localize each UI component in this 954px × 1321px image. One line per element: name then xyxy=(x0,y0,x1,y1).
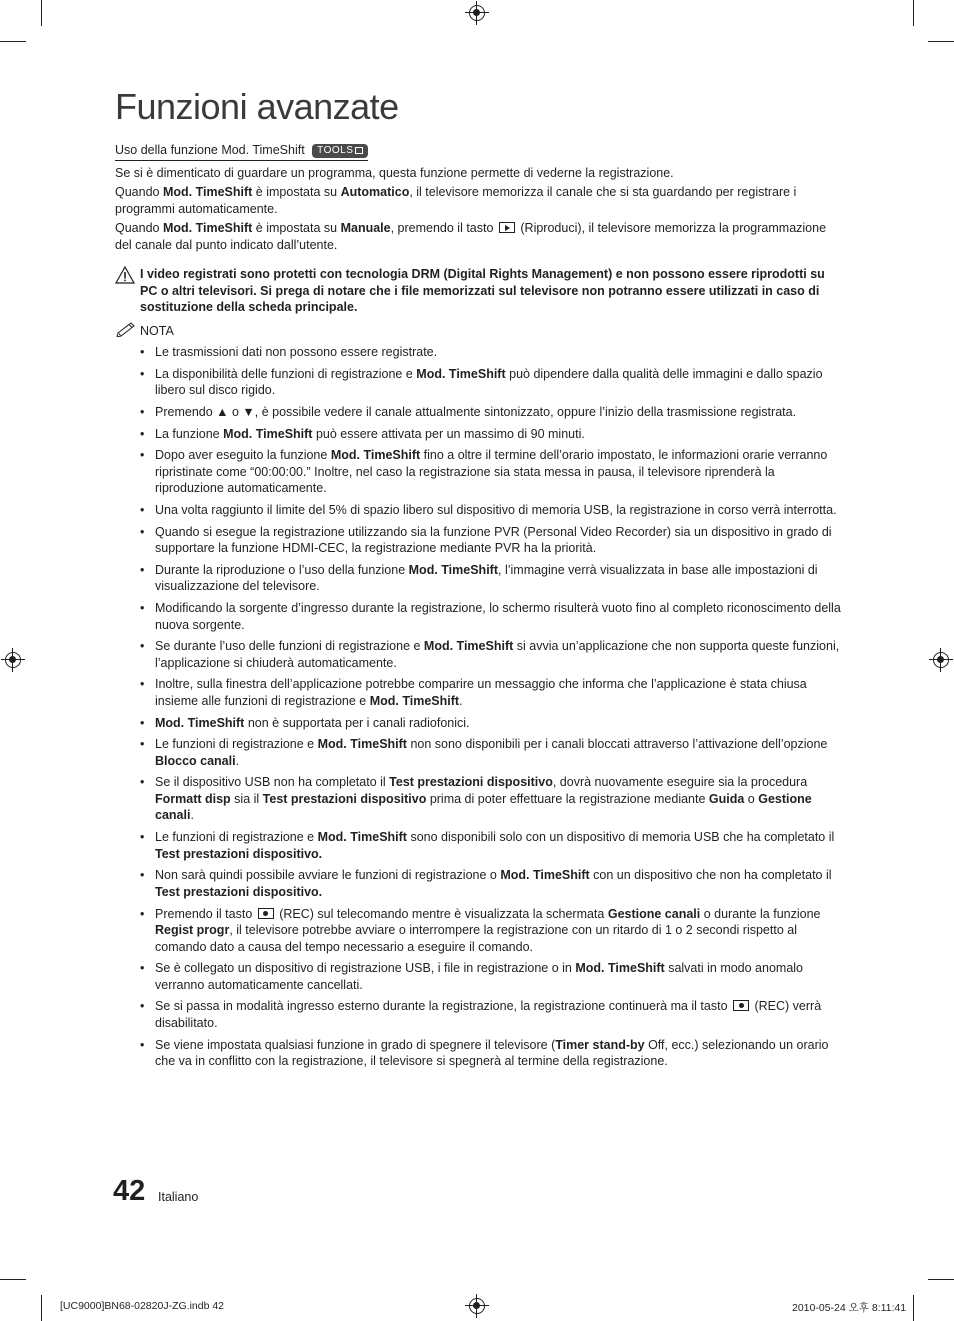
print-slug-date: 2010-05-24 오후 8:11:41 xyxy=(792,1302,907,1314)
list-item xyxy=(115,676,841,709)
rec-button-icon xyxy=(733,1000,749,1011)
warning-triangle-icon xyxy=(115,266,135,284)
main-content xyxy=(115,142,841,1075)
bold-term: Mod. TimeShift xyxy=(416,366,506,381)
list-item xyxy=(115,366,841,399)
tools-badge xyxy=(312,144,368,158)
bold-term: Mod. TimeShift xyxy=(575,961,665,976)
text-run: Se viene impostata qualsiasi funzione in grado di spegnere il televisore ( xyxy=(155,1037,556,1052)
text-run: sono disponibili solo con un dispositivo di memoria USB che ha completato il xyxy=(406,830,835,845)
list-item xyxy=(115,774,841,824)
warning-block xyxy=(115,266,841,316)
text-run: o durante la funzione xyxy=(700,906,821,921)
text-run: o xyxy=(744,791,759,806)
text-run: . xyxy=(459,693,463,708)
text-run: può dipendere dalla qualità delle immagini e dallo spazio libero sul disco rigido. xyxy=(155,366,823,398)
text-run: Premendo ▲ o ▼, è possibile vedere il canale attualmente sintonizzato, oppure l’inizio della trasmissione registrata. xyxy=(155,404,797,419)
crop-mark xyxy=(928,41,954,42)
list-item xyxy=(115,906,841,956)
bold-term: Mod. TimeShift xyxy=(369,693,460,708)
bold-term: Test prestazioni dispositivo xyxy=(262,791,427,806)
text-run: fino a oltre il termine dell’orario impostato, le informazioni orarie verranno ripristinate come “00:00:00.” Inoltre, nel caso la registrazione sia stata messa in pausa, il televisore riprenderà la riproduzione automaticamente. xyxy=(155,448,828,496)
text-run: non è supportata per i canali radiofonici. xyxy=(244,715,470,730)
bold-term: Mod. TimeShift xyxy=(317,737,407,752)
bold-term: Timer stand-by xyxy=(555,1037,645,1052)
text-run: , il televisore memorizza il canale che si sta guardando per registrare i programmi automaticamente. xyxy=(115,185,797,216)
text-run: è impostata su xyxy=(252,185,341,199)
text-run: , dovrà nuovamente eseguire sia la procedura xyxy=(552,775,808,790)
section-heading-text: Uso della funzione Mod. TimeShift xyxy=(115,143,305,157)
crop-mark xyxy=(928,1279,954,1280)
list-item xyxy=(115,867,841,900)
bold-term: Gestione canali xyxy=(607,906,701,921)
text-run: Se si passa in modalità ingresso esterno durante la registrazione, la registrazione continuerà ma il tasto xyxy=(155,999,732,1014)
text-run: Premendo il tasto xyxy=(155,906,256,921)
page-language: Italiano xyxy=(158,1190,199,1204)
list-item xyxy=(115,638,841,671)
bold-term: Mod. TimeShift xyxy=(223,426,313,441)
text-run: Se è collegato un dispositivo di registrazione USB, i file in registrazione o in xyxy=(155,961,576,976)
crop-mark xyxy=(913,1295,914,1321)
text-run: Off, ecc.) selezionando un orario che va in conflitto con la registrazione, il televisore si spegnerà al termine della registrazione. xyxy=(155,1037,829,1069)
paragraph xyxy=(115,165,841,182)
bold-term: Formatt disp xyxy=(155,791,231,806)
bold-term: Mod. TimeShift xyxy=(423,639,514,654)
text-run: La disponibilità delle funzioni di registrazione e xyxy=(155,366,417,381)
bold-term: Mod. TimeShift xyxy=(408,562,498,577)
text-run: è impostata su xyxy=(252,221,341,235)
text-run: Quando si esegue la registrazione utilizzando sia la funzione PVR (Personal Video Recorder) sia un dispositivo in grado di supportare la funzione HDMI-CEC, la registrazione mediante PVR ha la priorità. xyxy=(155,524,832,556)
bold-term: Blocco canali xyxy=(155,753,236,768)
list-item xyxy=(115,447,841,497)
bold-term: Mod. TimeShift xyxy=(155,715,245,730)
text-run: Le trasmissioni dati non possono essere registrate. xyxy=(155,345,438,359)
list-item xyxy=(115,404,841,421)
text-run: Se si è dimenticato di guardare un programma, questa funzione permette di vederne la registrazione. xyxy=(115,165,674,180)
bold-term: Automatico xyxy=(340,185,410,199)
registration-mark-icon xyxy=(933,652,949,668)
text-run: Una volta raggiunto il limite del 5% di spazio libero sul dispositivo di memoria USB, la registrazione in corso verrà interrotta. xyxy=(155,502,837,517)
bold-term: Test prestazioni dispositivo. xyxy=(155,846,323,861)
crop-mark xyxy=(913,0,914,26)
pencil-note-icon xyxy=(115,319,137,337)
text-run: . xyxy=(235,753,240,768)
crop-mark xyxy=(0,41,26,42)
warning-text: I video registrati sono protetti con tecnologia DRM (Digital Rights Management) e non possono essere riprodotti su PC o altri televisori. Si prega di notare che i file memorizzati sul televisore non potranno essere utilizzati in caso di sostituzione della scheda principale. xyxy=(140,267,825,314)
bold-term: Mod. TimeShift xyxy=(317,830,407,845)
text-run: , il televisore potrebbe avviare o interrompere la registrazione con un ritardo di 1 o 2 secondi rispetto al comando dato a causa del tempo necessario a eseguire il comando. xyxy=(155,923,797,954)
text-run: può essere attivata per un massimo di 90 minuti. xyxy=(312,426,585,441)
notes-list xyxy=(115,344,841,1070)
bold-term: Guida xyxy=(708,791,745,806)
crop-mark xyxy=(0,1279,26,1280)
text-run: , premendo il tasto xyxy=(390,221,497,235)
tools-icon xyxy=(355,147,363,154)
list-item xyxy=(115,736,841,769)
list-item xyxy=(115,502,841,519)
text-run: (REC) sul telecomando mentre è visualizzata la schermata xyxy=(275,906,608,921)
play-button-icon xyxy=(499,222,515,233)
section-heading xyxy=(115,142,368,161)
text-run: Le funzioni di registrazione e xyxy=(155,737,318,752)
rec-button-icon xyxy=(258,908,274,919)
text-run: si avvia un’applicazione che non supporta queste funzioni, l’applicazione si chiuderà automaticamente. xyxy=(155,639,840,670)
text-run: . xyxy=(190,808,194,823)
list-item xyxy=(115,960,841,993)
bold-term: Test prestazioni dispositivo xyxy=(389,775,553,790)
bold-term: Gestione canali xyxy=(155,791,812,823)
intro-paragraphs xyxy=(115,165,841,254)
bold-term: Manuale xyxy=(340,221,391,235)
crop-mark xyxy=(41,0,42,26)
list-item xyxy=(115,524,841,557)
bold-term: Mod. TimeShift xyxy=(500,868,590,883)
text-run: Quando xyxy=(115,221,163,235)
registration-mark-icon xyxy=(5,652,21,668)
text-run: (Riproduci), il televisore memorizza la programmazione del canale dal punto indicato dall’utente. xyxy=(115,221,827,252)
list-item xyxy=(115,998,841,1031)
print-slug-file: [UC9000]BN68-02820J-ZG.indb 42 xyxy=(60,1300,225,1312)
note-heading xyxy=(115,323,841,340)
text-run: Durante la riproduzione o l’uso della funzione xyxy=(155,562,409,577)
text-run: Inoltre, sulla finestra dell’applicazione potrebbe comparire un messaggio che informa che l’applicazione è stata chiusa insieme alle funzioni di registrazione e xyxy=(155,677,807,708)
registration-mark-icon xyxy=(469,5,485,21)
page-title: Funzioni avanzate xyxy=(115,86,399,127)
bold-term: Regist progr xyxy=(155,923,230,937)
text-run: Quando xyxy=(115,185,163,199)
bold-term: Mod. TimeShift xyxy=(330,448,421,463)
text-run: non sono disponibili per i canali bloccati attraverso l’attivazione dell’opzione xyxy=(406,737,828,752)
bold-term: Test prestazioni dispositivo. xyxy=(155,884,323,899)
paragraph xyxy=(115,184,841,217)
text-run: Non sarà quindi possibile avviare le funzioni di registrazione o xyxy=(155,868,501,883)
note-label: NOTA xyxy=(140,323,174,338)
list-item xyxy=(115,344,841,361)
list-item xyxy=(115,715,841,732)
text-run: prima di poter effettuare la registrazione mediante xyxy=(426,791,709,806)
text-run: Le funzioni di registrazione e xyxy=(155,830,318,845)
text-run: Modificando la sorgente d’ingresso durante la registrazione, lo schermo risulterà vuoto fino al completo riconoscimento della nuova sorgente. xyxy=(155,601,841,632)
text-run: con un dispositivo che non ha completato il xyxy=(589,868,832,883)
paragraph xyxy=(115,220,841,253)
bold-term: Mod. TimeShift xyxy=(162,185,253,199)
list-item xyxy=(115,829,841,862)
list-item xyxy=(115,426,841,443)
list-item xyxy=(115,562,841,595)
text-run: Se il dispositivo USB non ha completato il xyxy=(155,775,390,790)
text-run: Se durante l’uso delle funzioni di registrazione e xyxy=(155,639,424,654)
tools-badge-label: TOOLS xyxy=(317,145,354,156)
text-run: La funzione xyxy=(155,426,224,441)
list-item xyxy=(115,1037,841,1070)
text-run: , l’immagine verrà visualizzata in base alle impostazioni di visualizzazione del televisore. xyxy=(155,562,818,594)
text-run: salvati in modo anomalo verranno automaticamente cancellati. xyxy=(155,961,804,992)
text-run: Dopo aver eseguito la funzione xyxy=(155,448,331,463)
registration-mark-icon xyxy=(469,1298,485,1314)
crop-mark xyxy=(41,1295,42,1321)
text-run: sia il xyxy=(230,791,263,806)
text-run: (REC) verrà disabilitato. xyxy=(155,999,822,1030)
bold-term: Mod. TimeShift xyxy=(162,221,253,235)
list-item xyxy=(115,600,841,633)
page-number: 42 xyxy=(113,1175,146,1207)
